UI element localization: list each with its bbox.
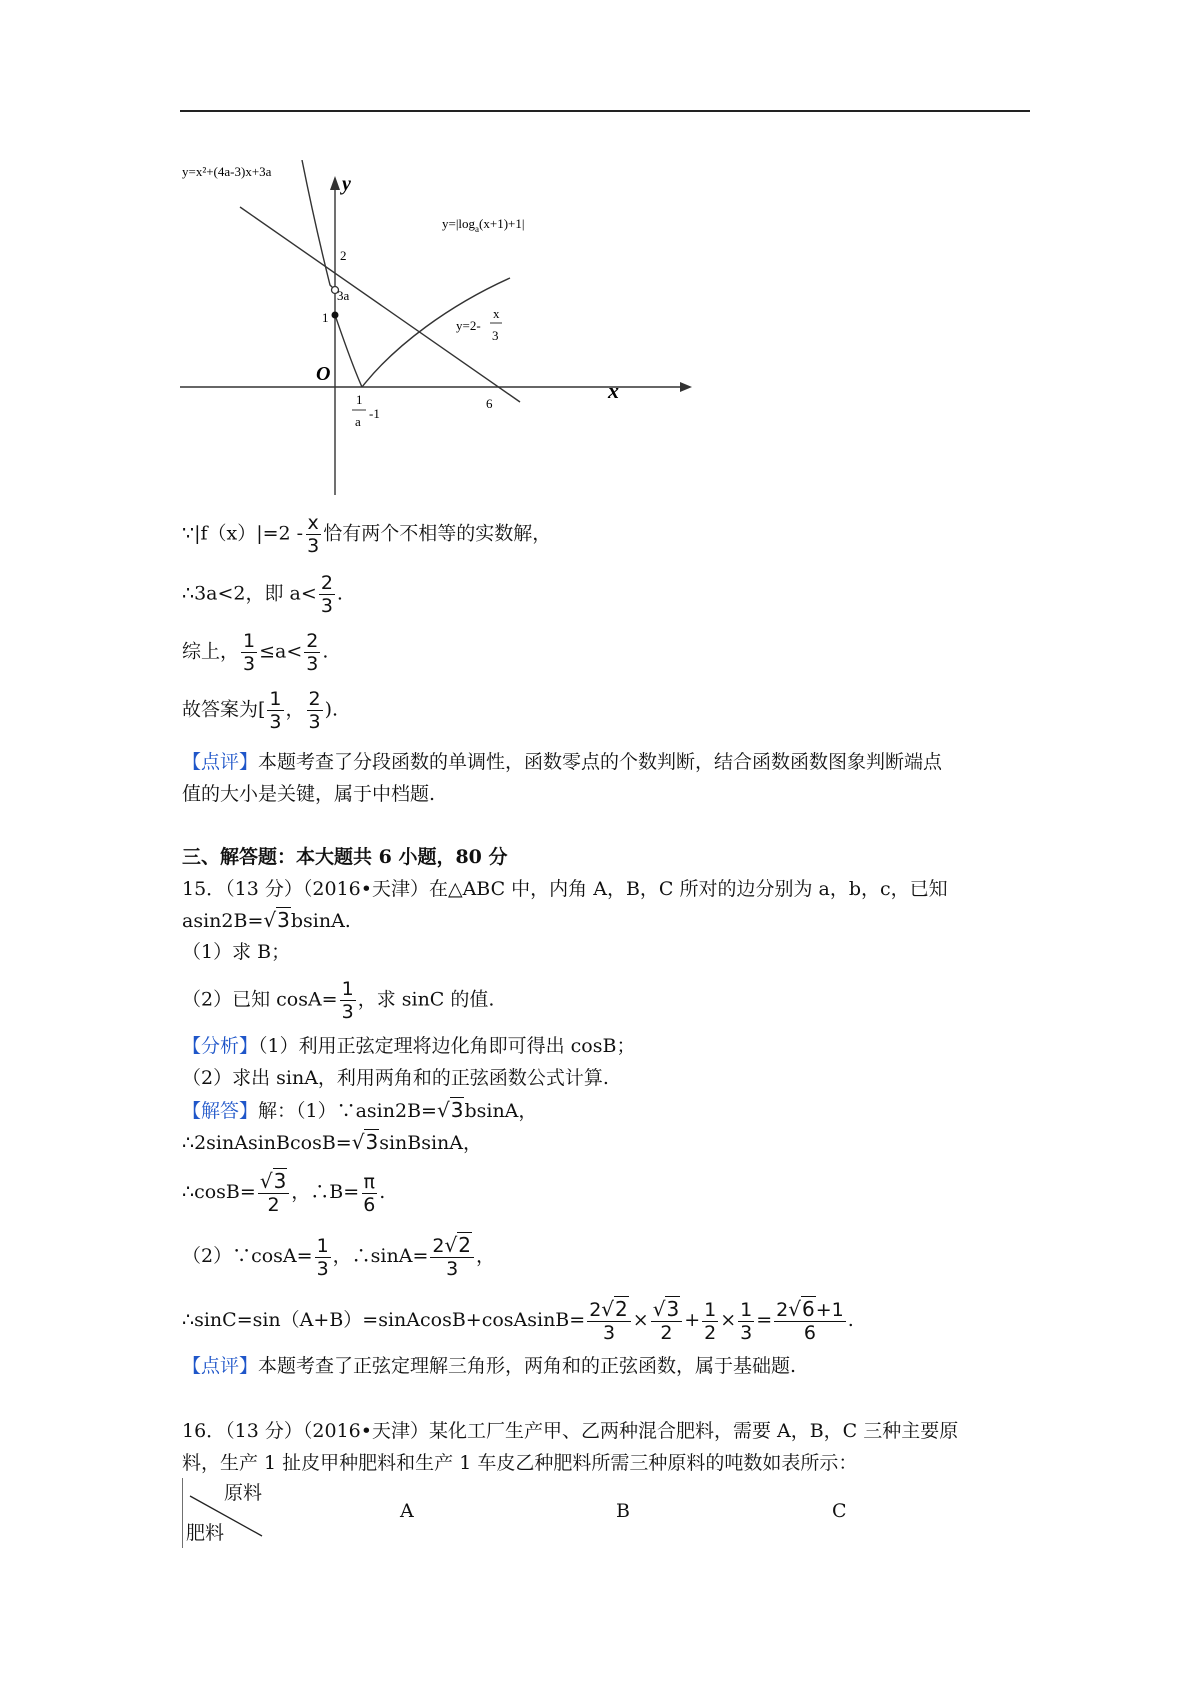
table-col-a: A [400,1500,414,1522]
answer-tag: 【解答】 [182,1100,259,1122]
line-3: 综上， $\frac{1}{3}$ ≤a< $\frac{2}{3}$ . [182,630,329,675]
line-2: ∴3a<2，即 a< $\frac{2}{3}$ . [182,572,343,617]
q15-answer-5: ∴sinC=sin（A+B）=sinAcosB+cosAsinB= $\frac{2√2}{3}$ × $\frac{√3}{2}$ + $\frac{1}{2}$ × $\frac{1}{3}$ = $\frac{2√6+1}{6}$ . [182,1297,854,1344]
q15-stem-b: asin2B=√3bsinA. [182,908,351,932]
y-axis-arrow [330,176,340,190]
line-curve [240,207,520,402]
q15-answer-1: 【解答】解：（1）∵asin2B=√3bsinA， [182,1098,538,1122]
section-3-heading: 三、解答题：本大题共 6 小题，80 分 [182,846,508,868]
table-col-c: C [832,1500,847,1522]
l3-frac-2: $\frac{2}{3}$ [306,630,319,675]
comment-1-tag: 【点评】 [182,751,259,773]
table-corner-top: 原料 [224,1482,263,1504]
line-4: 故答案为[ $\frac{1}{3}$ ， $\frac{2}{3}$ ). [182,688,339,733]
closed-point-1 [332,312,339,319]
l2-frac: $\frac{2}{3}$ [320,572,333,617]
q15-analysis-2: （2）求出 sinA，利用两角和的正弦函数公式计算. [182,1067,609,1089]
sqrt-3: √3 [263,908,290,932]
l4-frac-2: $\frac{2}{3}$ [308,688,321,733]
q15-answer-2: ∴2sinAsinBcosB=√3sinBsinA， [182,1130,482,1154]
l1-pre: ∵|f（x）|=2 - [182,522,304,545]
tick-frac-den: a [355,414,361,429]
label-x-axis: x [608,378,619,403]
label-line-prefix: y=2- [456,318,481,333]
comment-1: 【点评】本题考查了分段函数的单调性，函数零点的个数判断，结合函数函数图象判断端点 [182,751,943,773]
tick-6: 6 [486,396,493,411]
analysis-tag: 【分析】 [182,1035,259,1057]
x-axis-arrow [680,382,692,392]
comment-tag: 【点评】 [182,1355,259,1377]
table-corner-bottom: 肥料 [186,1522,225,1544]
q15-answer-3: ∴cosB= $\frac{√3}{2}$ ，∴B= $\frac{\pi}{6}$ . [182,1169,386,1216]
tick-2: 2 [340,248,347,263]
l3-frac-1: $\frac{1}{3}$ [243,630,256,675]
tick-frac-num: 1 [356,392,363,407]
materials-table [182,1478,1032,1548]
label-log: $y=|\log_a(x+1)+1|$ [442,216,525,234]
label-quadratic: y=x²+(4a-3)x+3a [182,164,272,179]
header-rule [180,110,1030,112]
tick-frac-tail: -1 [369,406,380,421]
q15-analysis-1: 【分析】（1）利用正弦定理将边化角即可得出 cosB； [182,1035,636,1057]
label-line-den: 3 [492,328,499,343]
log-curve-right [362,278,510,387]
label-line-num: x [493,306,500,321]
q15-part-2: （2）已知 cosA= $\frac{1}{3}$ ，求 sinC 的值. [182,978,495,1023]
tick-3a: 3a [337,288,350,303]
comment-1-line-2: 值的大小是关键，属于中档题. [182,783,436,805]
q16-stem-b: 料，生产 1 扯皮甲种肥料和生产 1 车皮乙种肥料所需三种原料的吨数如表所示： [182,1452,858,1474]
line-1 [182,512,551,557]
function-graph [180,160,700,495]
q15-part-1: （1）求 B； [182,941,291,963]
l1-post: 恰有两个不相等的实数解， [323,522,552,545]
l1-frac: $\frac{x}{3}$ [307,512,320,557]
tick-1: 1 [322,310,329,325]
q15-comment: 【点评】本题考查了正弦定理解三角形，两角和的正弦函数，属于基础题. [182,1355,797,1377]
label-y-axis: y [342,173,351,195]
table-col-b: B [616,1500,630,1522]
q16-stem-a: 16．（13 分）（2016•天津）某化工厂生产甲、乙两种混合肥料，需要 A，B，C 三种主要原 [182,1420,959,1442]
l4-frac-1: $\frac{1}{3}$ [269,688,282,733]
q15-answer-4: （2）∵cosA= $\frac{1}{3}$ ，∴sinA= $\frac{2√2}{3}$ ， [182,1233,495,1280]
q15-stem-a: 15．（13 分）（2016•天津）在△ABC 中，内角 A，B，C 所对的边分别为 a，b，c，已知 [182,878,948,900]
label-origin: O [316,363,331,385]
log-curve-left [335,315,362,387]
